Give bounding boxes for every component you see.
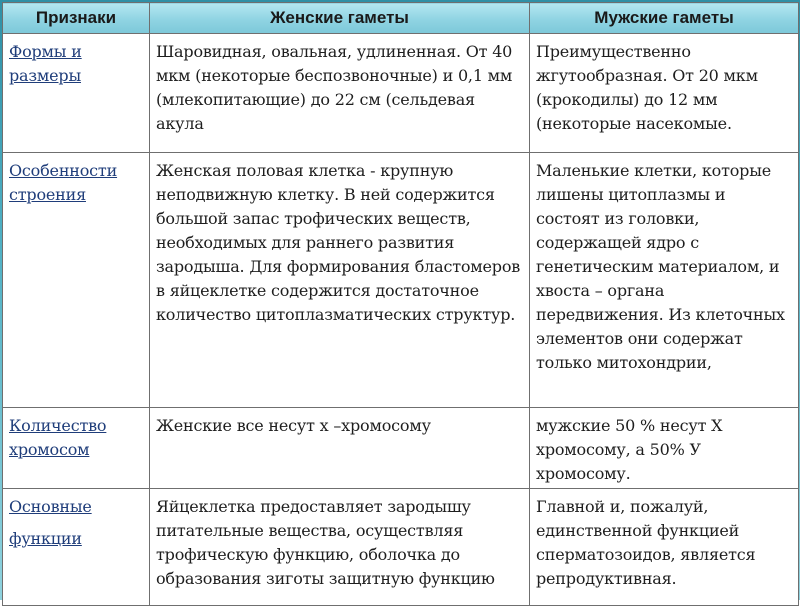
gametes-comparison-table	[2, 2, 799, 606]
female-shape-size: Шаровидная, овальная, удлиненная. От 40 мкм (некоторые беспозвоночные) и 0,1 мм (млекопитающие) до 22 см (сельдевая акула	[150, 34, 530, 153]
male-functions: Главной и, пожалуй, единственной функцией сперматозоидов, является репродуктивная.	[530, 489, 799, 606]
female-chromosomes: Женские все несут х –хромосому	[150, 408, 530, 489]
male-shape-size: Преимущественно жгутообразная. От 20 мкм (крокодилы) до 12 мм (некоторые насекомые.	[530, 34, 799, 153]
male-chromosomes: мужские 50 % несут X хромосому, а 50% У хромосому.	[530, 408, 799, 489]
row-label-chromosomes: Количество хромосом	[3, 408, 150, 489]
table-row	[3, 153, 799, 408]
table-row	[3, 489, 799, 606]
female-structure: Женская половая клетка - крупную неподвижную клетку. В ней содержится большой запас трофических веществ, необходимых для раннего развития зародыша. Для формирования бластомеров в яйцеклетке содержится достаточное количество цитоплазматических структур.	[150, 153, 530, 408]
table-header-row	[3, 3, 799, 34]
row-label-shape-size: Формы и размеры	[3, 34, 150, 153]
table-row	[3, 408, 799, 489]
table-row	[3, 34, 799, 153]
header-features: Признаки	[3, 3, 150, 34]
row-label-structure: Особенности строения	[3, 153, 150, 408]
row-label-functions-part1: Основные	[9, 497, 92, 516]
male-structure: Маленькие клетки, которые лишены цитоплазмы и состоят из головки, содержащей ядро с генетическим материалом, и хвоста – органа передвижения. Из клеточных элементов они содержат только митохондрии,	[530, 153, 799, 408]
header-female-gametes: Женские гаметы	[150, 3, 530, 34]
female-functions: Яйцеклетка предоставляет зародышу питательные вещества, осуществляя трофическую функцию, оболочка до образования зиготы защитную функцию	[150, 489, 530, 606]
row-label-functions-part2: функции	[9, 529, 82, 548]
header-male-gametes: Мужские гаметы	[530, 3, 799, 34]
row-label-functions	[3, 489, 150, 606]
